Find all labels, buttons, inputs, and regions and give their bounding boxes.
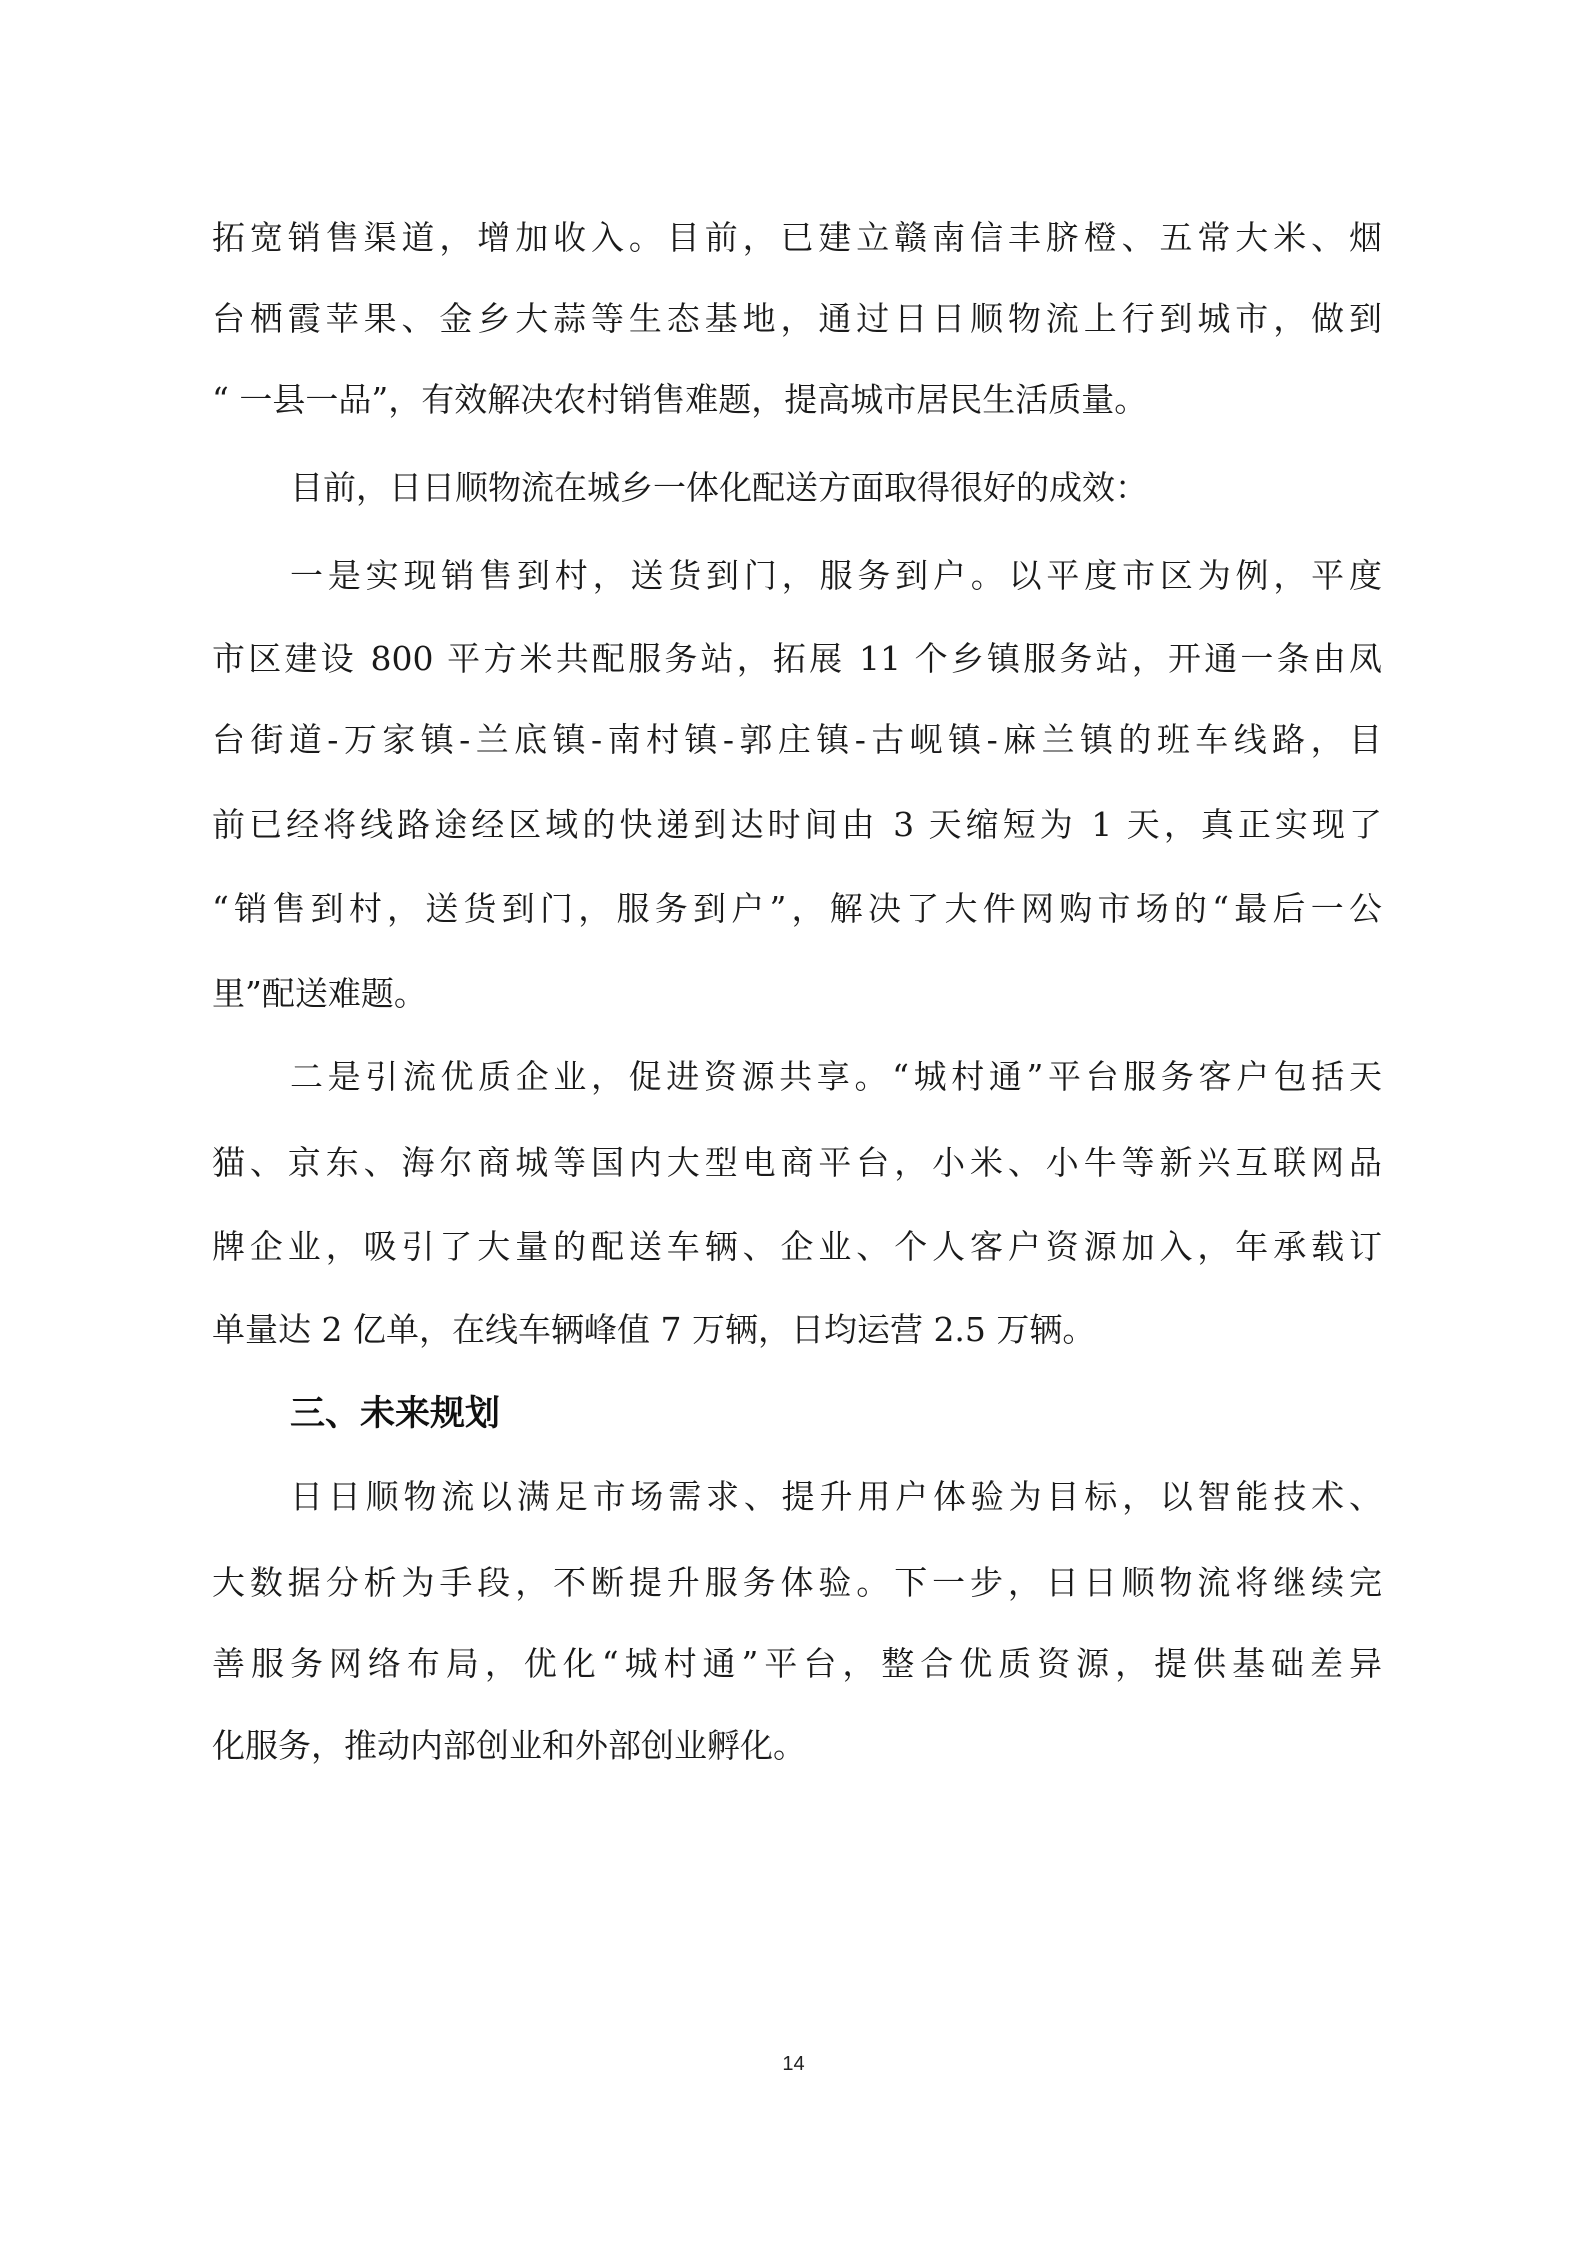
- paragraph-line: 猫、京东、海尔商城等国内大型电商平台，小米、小牛等新兴互联网品: [212, 1143, 1382, 1182]
- paragraph-line: 目前，日日顺物流在城乡一体化配送方面取得很好的成效：: [290, 468, 1148, 507]
- paragraph-line: 市区建设 800 平方米共配服务站，拓展 11 个乡镇服务站，开通一条由凤: [212, 639, 1382, 678]
- paragraph-line: 牌企业，吸引了大量的配送车辆、企业、个人客户资源加入，年承载订: [212, 1227, 1382, 1266]
- paragraph-line: 拓宽销售渠道，增加收入。目前，已建立赣南信丰脐橙、五常大米、烟: [212, 218, 1382, 257]
- paragraph-line: 日日顺物流以满足市场需求、提升用户体验为目标，以智能技术、: [290, 1477, 1382, 1516]
- paragraph-line: 里”配送难题。: [212, 974, 427, 1013]
- paragraph-line: 前已经将线路途经区域的快递到达时间由 3 天缩短为 1 天，真正实现了: [212, 805, 1382, 844]
- paragraph-line: 一是实现销售到村，送货到门，服务到户。以平度市区为例，平度: [290, 556, 1382, 595]
- paragraph-line: 善服务网络布局，优化“城村通”平台，整合优质资源，提供基础差异: [212, 1644, 1382, 1683]
- paragraph-line: “销售到村，送货到门，服务到户”，解决了大件网购市场的“最后一公: [212, 889, 1382, 928]
- paragraph-line: 大数据分析为手段，不断提升服务体验。下一步，日日顺物流将继续完: [212, 1563, 1382, 1602]
- page-number: 14: [782, 2053, 805, 2075]
- paragraph-line: 台栖霞苹果、金乡大蒜等生态基地，通过日日顺物流上行到城市，做到: [212, 299, 1382, 338]
- paragraph-line: “ 一县一品”，有效解决农村销售难题，提高城市居民生活质量。: [212, 380, 1148, 419]
- paragraph-line: 化服务，推动内部创业和外部创业孵化。: [212, 1726, 806, 1765]
- paragraph-line: 台街道-万家镇-兰底镇-南村镇-郭庄镇-古岘镇-麻兰镇的班车线路，目: [212, 720, 1382, 759]
- section-heading: 三、未来规划: [290, 1394, 501, 1434]
- paragraph-line: 单量达 2 亿单，在线车辆峰值 7 万辆，日均运营 2.5 万辆。: [212, 1310, 1096, 1349]
- paragraph-line: 二是引流优质企业，促进资源共享。“城村通”平台服务客户包括天: [290, 1057, 1382, 1096]
